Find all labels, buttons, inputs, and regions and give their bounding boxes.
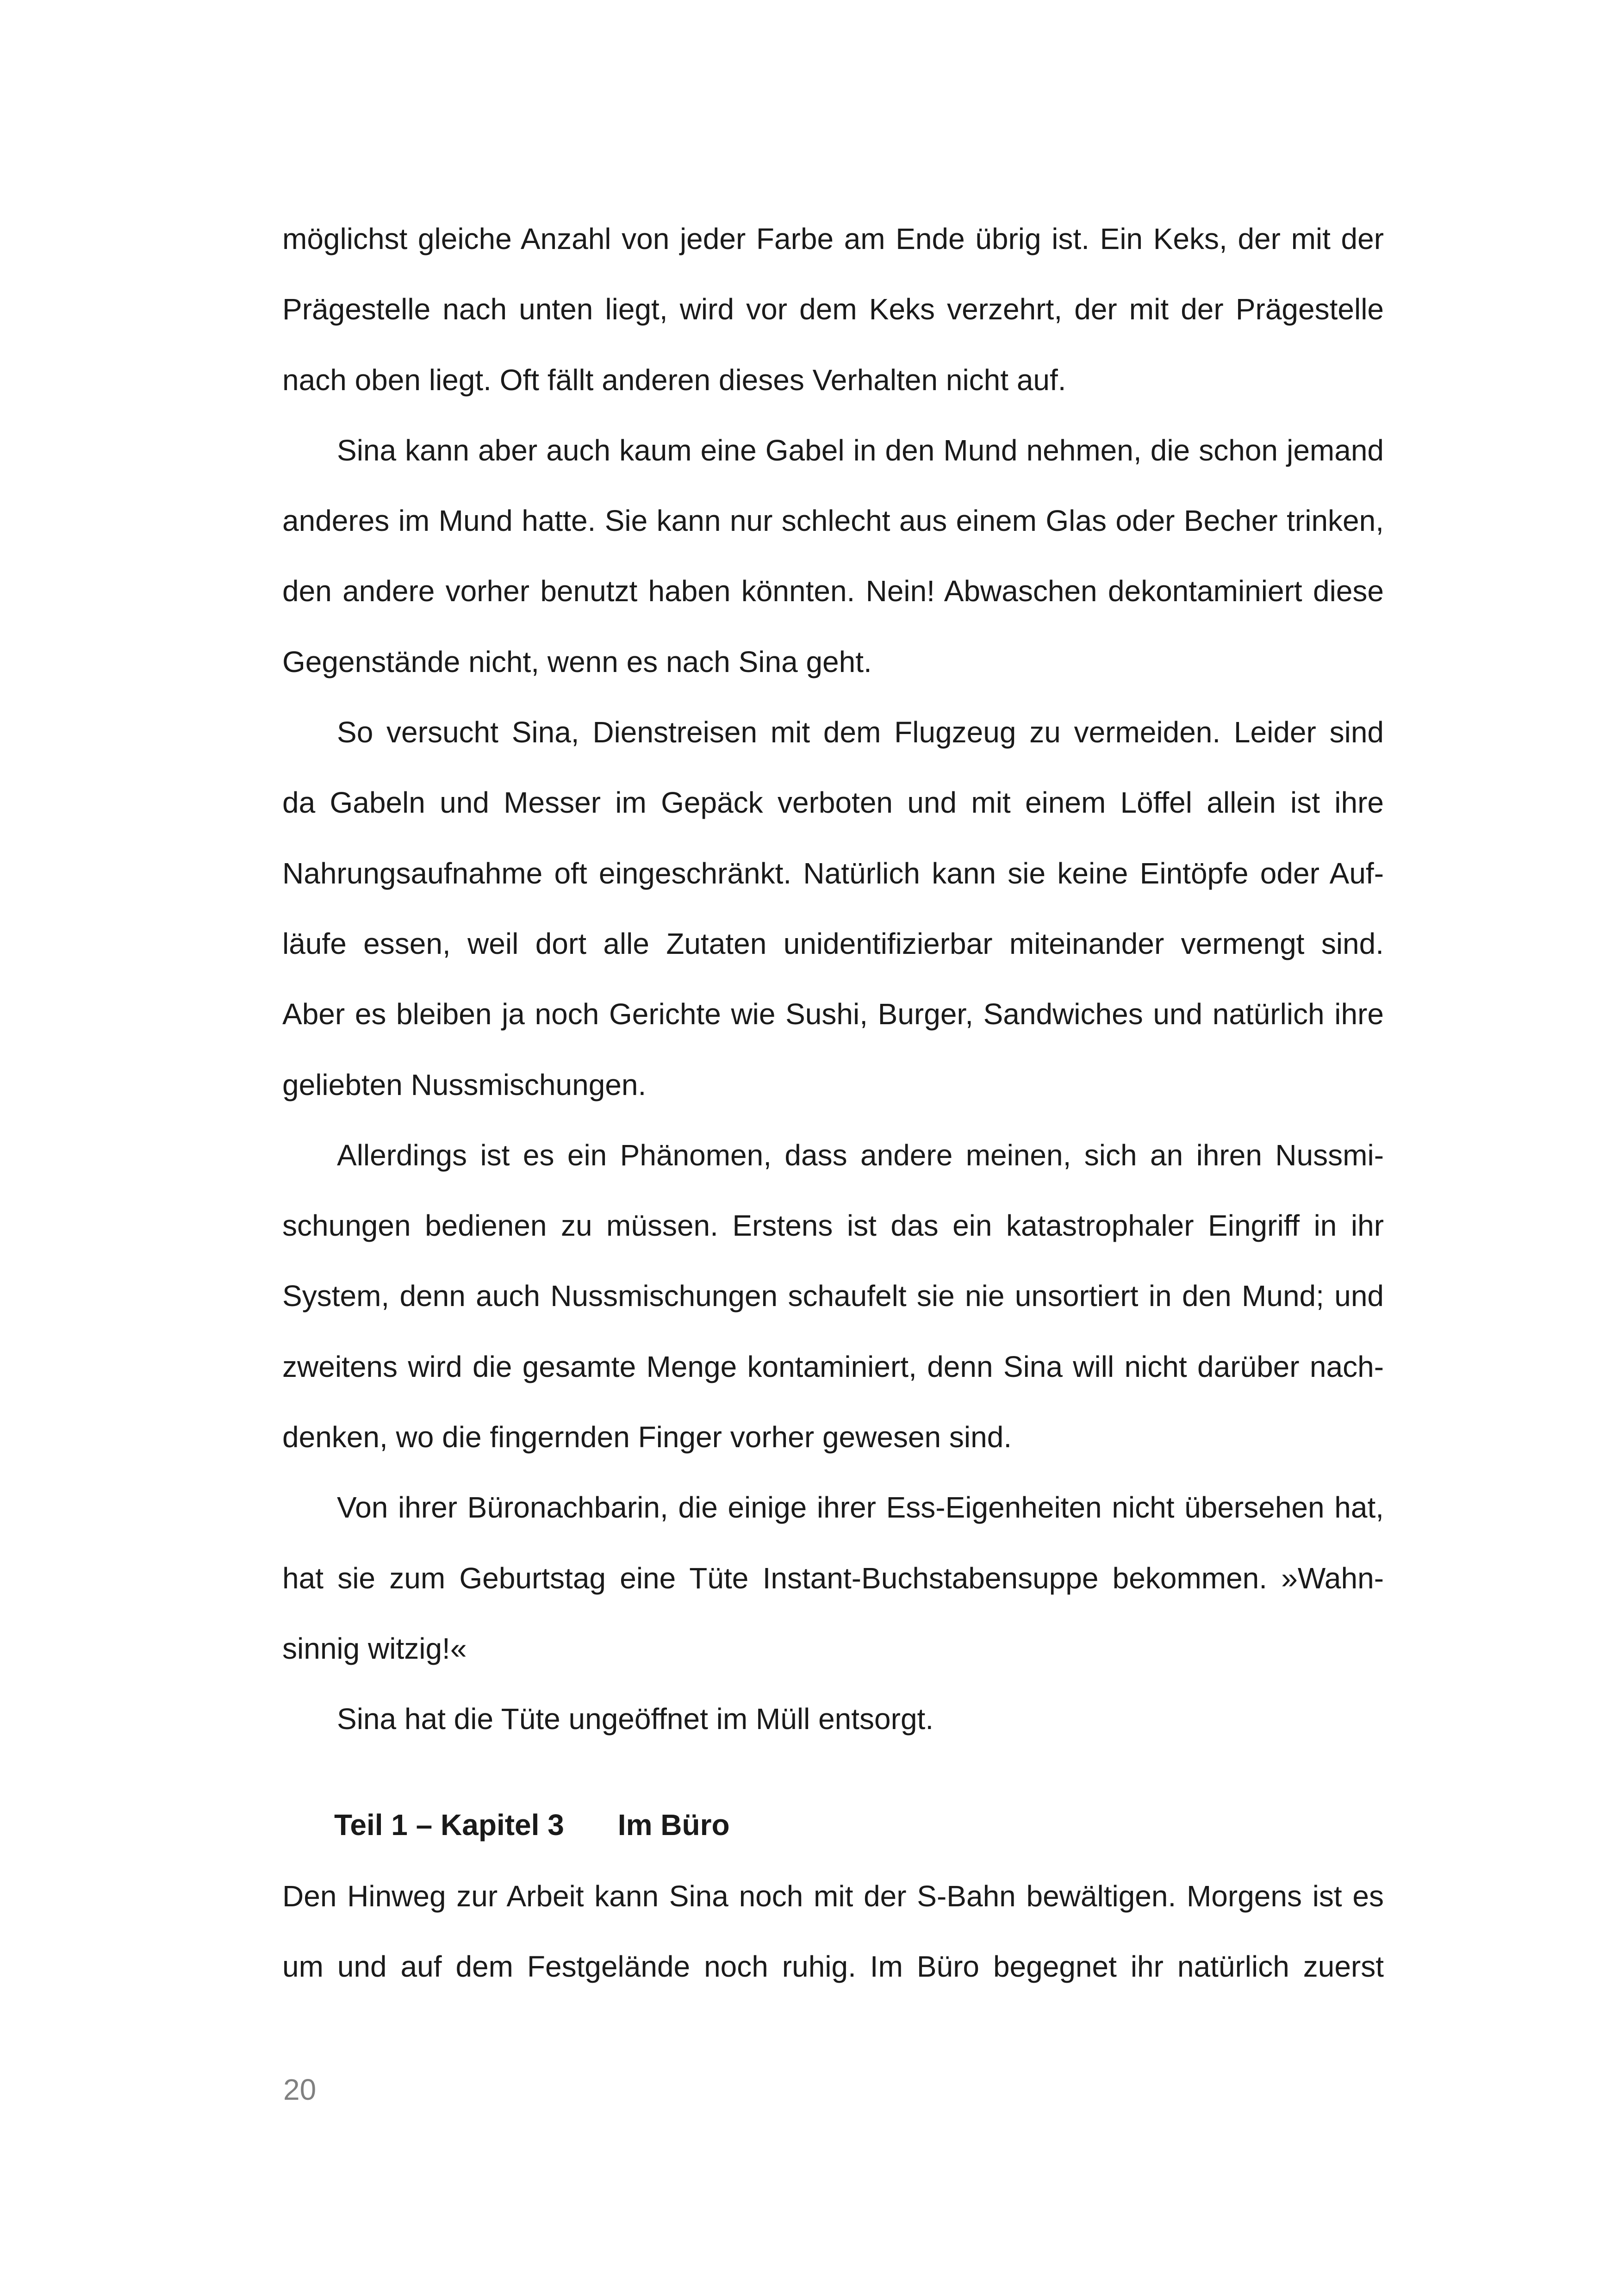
text-line: den andere vorher benutzt haben könnten. Nein! Abwaschen dekontaminiert diese	[282, 574, 1384, 608]
chapter-title: Im Büro	[617, 1808, 730, 1842]
text-line: Sina hat die Tüte ungeöffnet im Müll entsorgt.	[337, 1702, 934, 1736]
text-line: Von ihrer Büronachbarin, die einige ihrer Ess-Eigenheiten nicht übersehen hat,	[337, 1491, 1384, 1524]
text-line: System, denn auch Nussmischungen schaufelt sie nie unsortiert in den Mund; und	[282, 1279, 1384, 1313]
text-line: Prägestelle nach unten liegt, wird vor dem Keks verzehrt, der mit der Prägestelle	[282, 292, 1384, 326]
text-line: Sina kann aber auch kaum eine Gabel in den Mund nehmen, die schon jemand	[337, 433, 1384, 467]
chapter-heading	[282, 1789, 1384, 1861]
text-line: möglichst gleiche Anzahl von jeder Farbe am Ende übrig ist. Ein Keks, der mit der	[282, 222, 1384, 255]
text-line: anderes im Mund hatte. Sie kann nur schlecht aus einem Glas oder Becher trinken,	[282, 504, 1384, 538]
text-line: schungen bedienen zu müssen. Erstens ist das ein katastrophaler Eingriff in ihr	[282, 1209, 1384, 1243]
text-line: läufe essen, weil dort alle Zutaten unidentifizierbar miteinander vermengt sind.	[282, 927, 1384, 960]
text-line: Nahrungsaufnahme oft eingeschränkt. Natürlich kann sie keine Eintöpfe oder Auf-	[282, 856, 1384, 890]
body-text	[282, 204, 1384, 2002]
text-line: Aber es bleiben ja noch Gerichte wie Sushi, Burger, Sandwiches und natürlich ihre	[282, 997, 1384, 1031]
text-line: zweitens wird die gesamte Menge kontaminiert, denn Sina will nicht darüber nach-	[282, 1350, 1384, 1383]
text-line: Gegenstände nicht, wenn es nach Sina geht.	[282, 645, 872, 678]
section-spacer	[282, 1755, 1384, 1789]
text-line: sinnig witzig!«	[282, 1631, 467, 1665]
text-line: So versucht Sina, Dienstreisen mit dem Flugzeug zu vermeiden. Leider sind	[337, 716, 1384, 749]
text-line: hat sie zum Geburtstag eine Tüte Instant-Buchstabensuppe bekommen. »Wahn-	[282, 1561, 1384, 1595]
text-line: denken, wo die fingernden Finger vorher gewesen sind.	[282, 1420, 1012, 1454]
text-line: Den Hinweg zur Arbeit kann Sina noch mit der S-Bahn bewältigen. Morgens ist es	[282, 1879, 1384, 1913]
chapter-part-label: Teil 1 – Kapitel 3	[334, 1808, 564, 1842]
text-line: Allerdings ist es ein Phänomen, dass andere meinen, sich an ihren Nussmi-	[337, 1138, 1384, 1172]
text-line: nach oben liegt. Oft fällt anderen dieses Verhalten nicht auf.	[282, 363, 1066, 397]
page-number: 20	[283, 2073, 317, 2106]
text-line: da Gabeln und Messer im Gepäck verboten und mit einem Löffel allein ist ihre	[282, 786, 1384, 820]
text-line: geliebten Nussmischungen.	[282, 1068, 647, 1101]
text-line: um und auf dem Festgelände noch ruhig. Im Büro begegnet ihr natürlich zuerst	[282, 1949, 1384, 1983]
